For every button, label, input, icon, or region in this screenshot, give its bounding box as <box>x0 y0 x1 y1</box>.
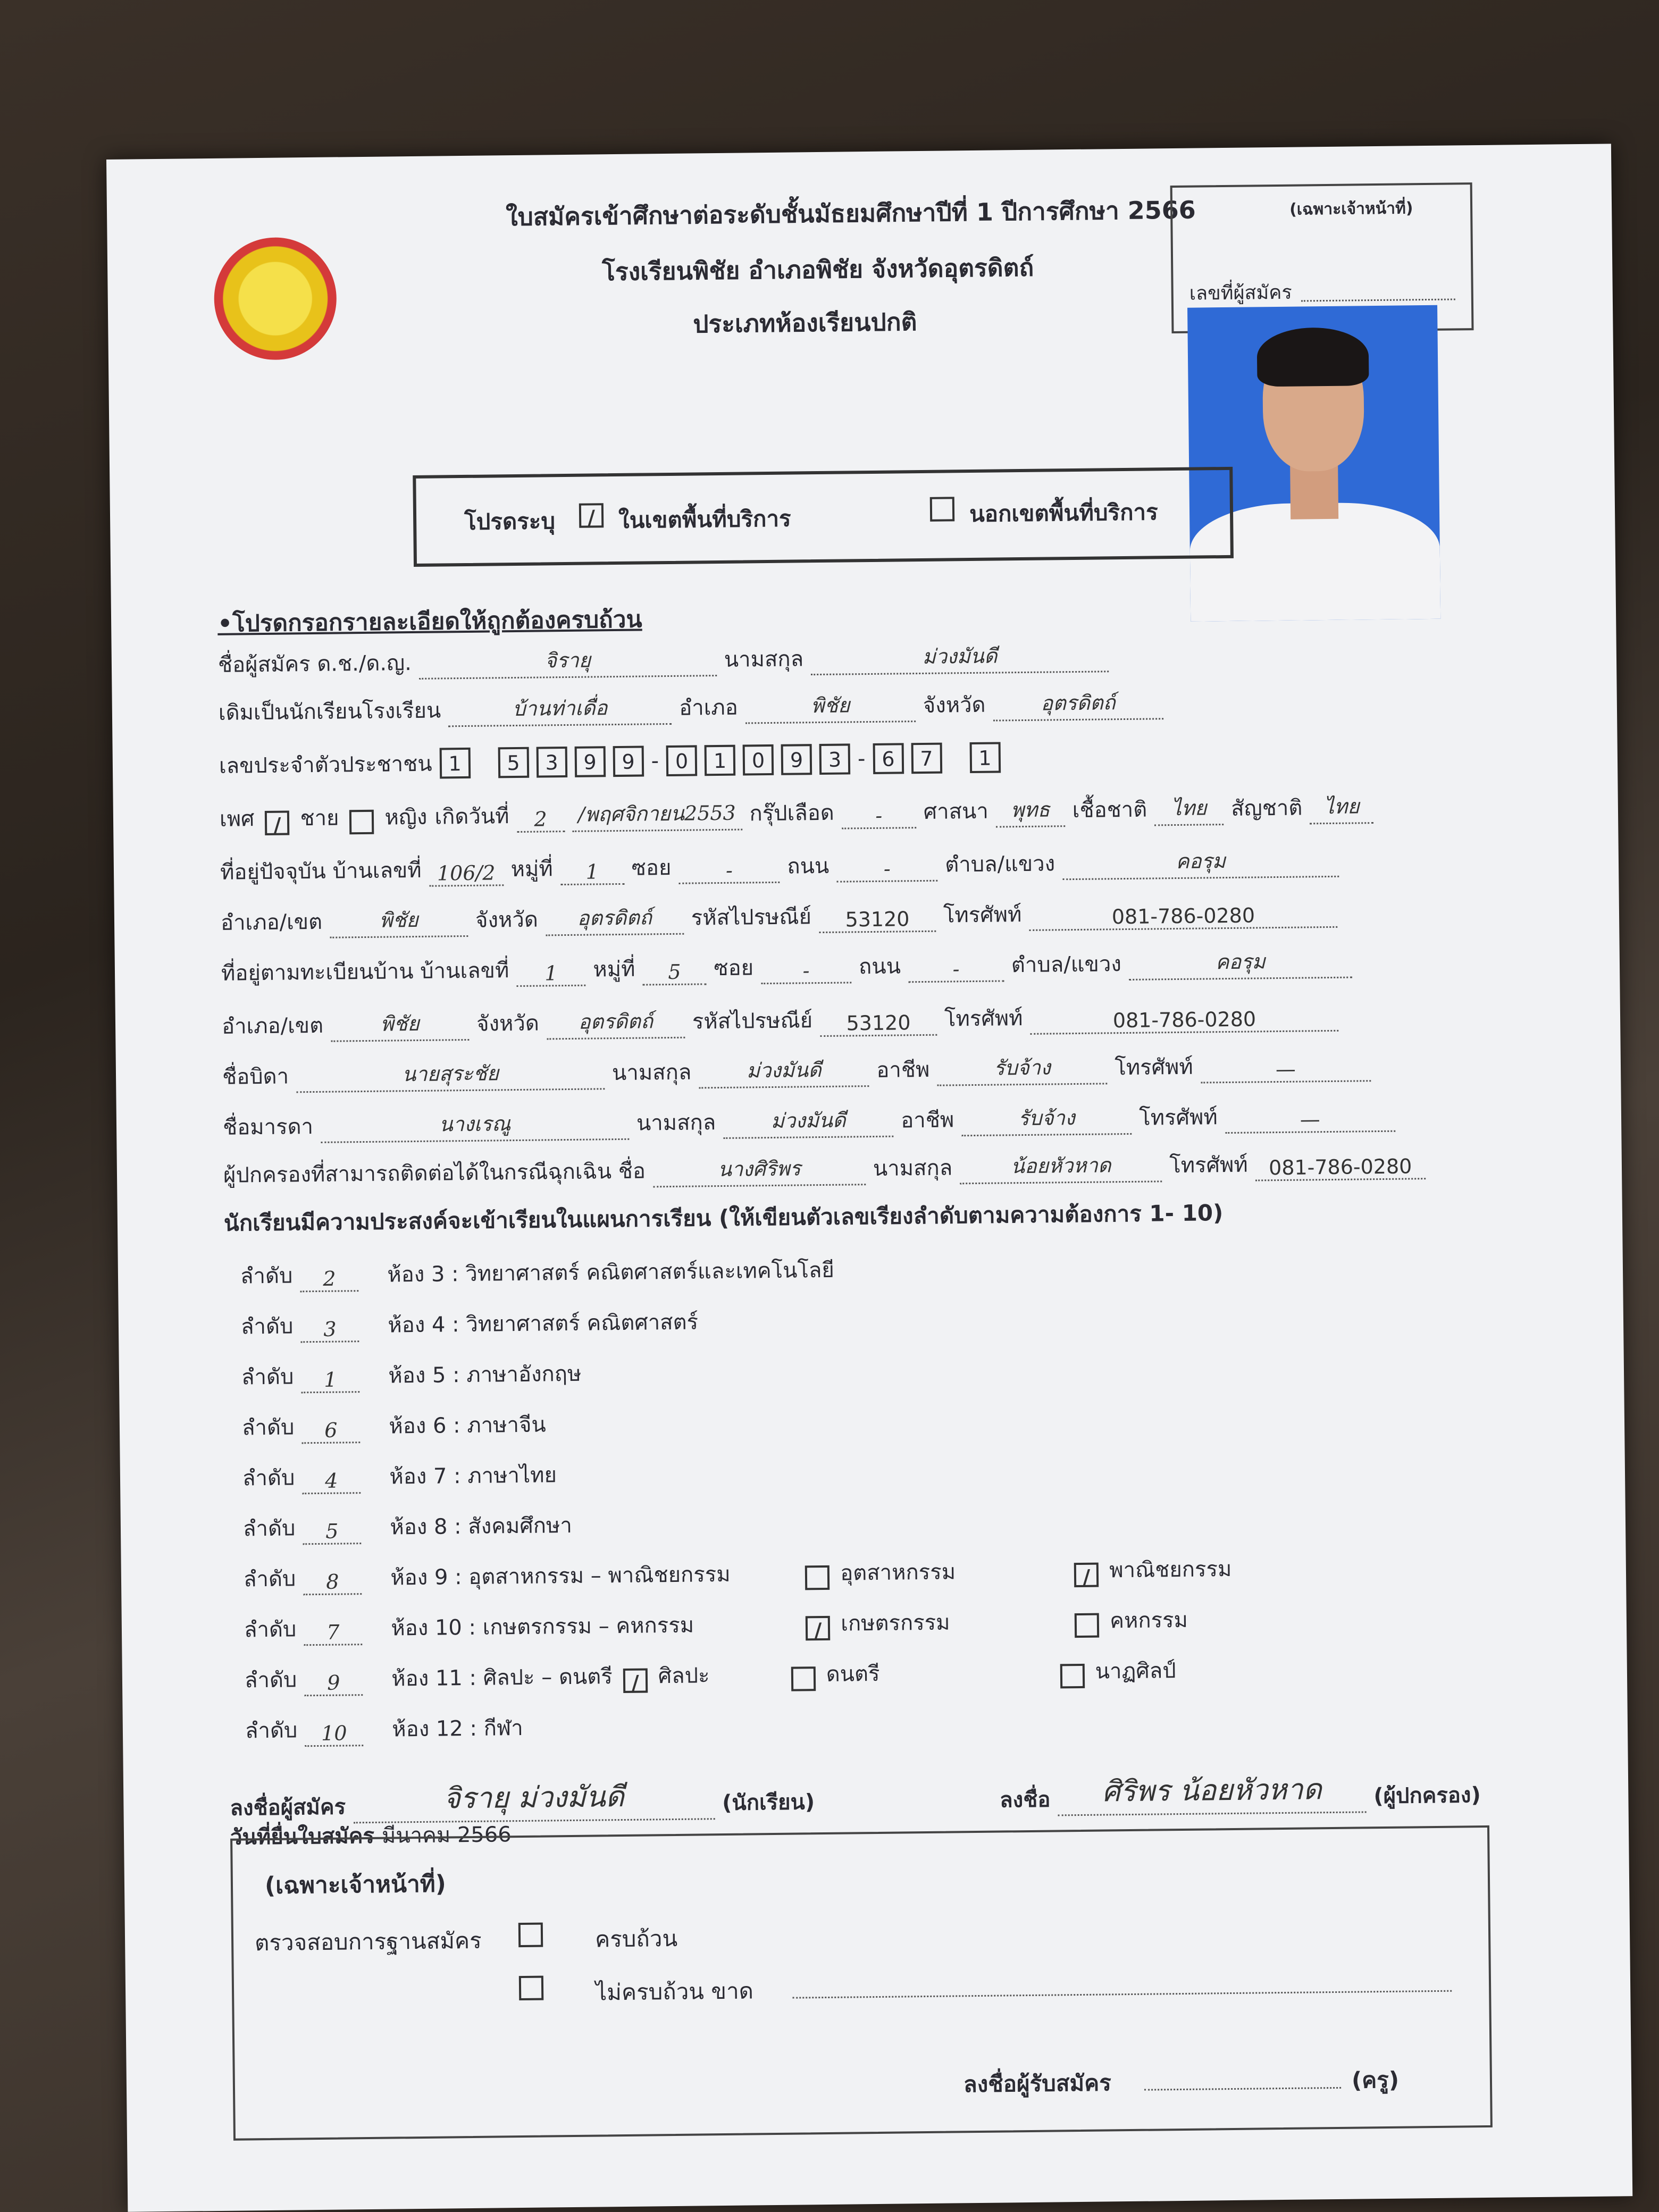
postal-label: รหัสไปรษณีย์ <box>691 904 812 931</box>
order-label: ลำดับ <box>242 1516 296 1541</box>
religion-label: ศาสนา <box>923 799 989 824</box>
guardian-row <box>223 1145 1426 1192</box>
registered-address-label: ที่อยู่ตามทะเบียนบ้าน บ้านเลขที่ <box>221 958 509 986</box>
sex-label: เพศ <box>219 807 255 832</box>
applicant-no-label: เลขที่ผู้สมัคร <box>1189 281 1292 305</box>
reg-district-field[interactable]: พิชัย <box>331 1007 470 1042</box>
male-label: ชาย <box>300 806 339 831</box>
reg-district-label: อำเภอ/เขต <box>221 1013 324 1039</box>
incomplete-label: ไม่ครบถ้วน ขาด <box>595 1978 754 2006</box>
office-section <box>230 1825 1493 2141</box>
current-address-row <box>220 843 1339 889</box>
id-digit-box[interactable]: 3 <box>819 743 851 775</box>
rank-field[interactable]: 9 <box>304 1671 363 1696</box>
father-job-field[interactable]: รับจ้าง <box>937 1050 1108 1086</box>
office-section-title: (เฉพาะเจ้าหน้าที่) <box>264 1870 447 1900</box>
blood-field[interactable]: - <box>842 803 916 829</box>
reg-moo-label: หมู่ที่ <box>593 957 635 982</box>
home-economics-label: คหกรรม <box>1109 1607 1188 1633</box>
mother-surname-field[interactable]: ม่วงมันดี <box>723 1103 894 1139</box>
form-title: ใบสมัครเข้าศึกษาต่อระดับชั้นมัธยมศึกษาปีที่ 1 ปีการศึกษา 2566 <box>505 195 1196 232</box>
missing-items-field[interactable] <box>792 1969 1452 1999</box>
mother-job-field[interactable]: รับจ้าง <box>961 1101 1132 1136</box>
reg-province-label: จังหวัด <box>476 1011 540 1036</box>
room-label: ห้อง 7 : ภาษาไทย <box>389 1463 557 1489</box>
mother-phone-label: โทรศัพท์ <box>1138 1105 1218 1130</box>
father-phone-label: โทรศัพท์ <box>1115 1054 1194 1080</box>
birth-label: เกิดวันที่ <box>434 804 509 830</box>
guardian-sign-label: ลงชื่อ <box>999 1787 1051 1813</box>
guardian-phone-label: โทรศัพท์ <box>1169 1152 1248 1178</box>
surname-label: นามสกุล <box>724 647 804 672</box>
applicant-photo <box>1187 305 1440 622</box>
plan-row <box>244 1603 1188 1647</box>
rank-field[interactable]: 7 <box>304 1620 362 1646</box>
reg-subdistrict-label: ตำบล/แขวง <box>1011 952 1122 978</box>
soi-label: ซอย <box>631 855 672 881</box>
industry-checkbox[interactable] <box>805 1565 830 1590</box>
reg-subdistrict-field[interactable]: คอรุม <box>1128 944 1352 981</box>
citizen-id-row: เลขประจำตัวประชาชน 1 5 3 9 9 - 0 1 0 9 3 - 6 7 1 <box>219 740 1001 782</box>
receiver-role: (ครู) <box>1351 2066 1400 2093</box>
rank-field[interactable]: 3 <box>300 1317 359 1343</box>
district-field[interactable]: พิชัย <box>330 903 468 939</box>
father-job-label: อาชีพ <box>876 1057 930 1083</box>
industry-label: อุตสาหกรรม <box>840 1560 956 1586</box>
blood-label: กรุ๊ปเลือด <box>749 800 834 826</box>
room-label: ห้อง 5 : ภาษาอังกฤษ <box>388 1361 582 1388</box>
reg-moo-field[interactable]: 5 <box>642 960 706 985</box>
province-field[interactable]: อุตรดิตถ์ <box>545 901 684 936</box>
reg-house-no-field[interactable]: 1 <box>516 961 585 987</box>
birth-month-year-field[interactable]: /พฤศจิกายน2553 <box>572 797 742 832</box>
rank-field[interactable]: 6 <box>301 1418 360 1444</box>
reg-soi-label: ซอย <box>714 956 754 981</box>
art-label: ศิลปะ <box>658 1663 710 1689</box>
plan-row <box>241 1304 699 1343</box>
order-label: ลำดับ <box>240 1314 294 1339</box>
mother-label: ชื่อมารดา <box>222 1115 314 1140</box>
house-no-field[interactable]: 106/2 <box>429 861 504 886</box>
order-label: ลำดับ <box>241 1364 294 1390</box>
plan-row <box>241 1356 582 1394</box>
race-label: เชื้อชาติ <box>1072 797 1147 823</box>
province-label: จังหวัด <box>475 907 539 933</box>
nationality-field[interactable]: ไทย <box>1310 790 1374 824</box>
receiver-label: ลงชื่อผู้รับสมัคร <box>963 2069 1112 2098</box>
soi-field[interactable]: - <box>678 858 780 884</box>
reg-postal-field[interactable]: 53120 <box>820 1011 937 1037</box>
father-label: ชื่อบิดา <box>222 1064 289 1090</box>
order-label: ลำดับ <box>242 1465 295 1491</box>
study-plan-heading: นักเรียนมีความประสงค์จะเข้าเรียนในแผนการเรียน (ให้เขียนตัวเลขเรียงลำดับตามความต้องการ 1- 10) <box>223 1200 1224 1236</box>
class-type: ประเภทห้องเรียนปกติ <box>693 307 917 339</box>
incomplete-checkbox[interactable] <box>519 1976 543 2000</box>
zone-prompt: โปรดระบุ <box>464 508 556 535</box>
dance-checkbox[interactable] <box>1060 1664 1085 1688</box>
commerce-checkbox[interactable] <box>1074 1563 1099 1587</box>
id-digit-box[interactable]: 7 <box>911 743 942 774</box>
room-label: ห้อง 6 : ภาษาจีน <box>389 1412 546 1439</box>
citizen-id-label: เลขประจำตัวประชาชน <box>219 751 432 778</box>
agriculture-label: เกษตรกรรม <box>841 1610 950 1636</box>
check-label: ตรวจสอบการฐานสมัคร <box>254 1927 482 1956</box>
prev-district-field[interactable]: พิชัย <box>745 688 916 724</box>
prev-province-field[interactable]: อุตรดิตถ์ <box>993 685 1163 721</box>
reg-road-label: ถนน <box>858 954 901 979</box>
father-row <box>222 1048 1371 1094</box>
room-label: ห้อง 9 : อุตสาหกรรม – พาณิชยกรรม <box>390 1562 731 1590</box>
subdistrict-field[interactable]: คอรุม <box>1062 843 1339 880</box>
outside-zone-checkbox[interactable] <box>930 497 954 521</box>
art-checkbox[interactable] <box>623 1669 648 1693</box>
postal-field[interactable]: 53120 <box>819 907 936 933</box>
inside-zone-label: ในเขตพื้นที่บริการ <box>618 505 791 533</box>
previous-school-row <box>219 685 1163 730</box>
id-digit-box[interactable]: 5 <box>498 747 529 778</box>
female-label: หญิง <box>384 805 428 830</box>
commerce-label: พาณิชยกรรม <box>1109 1556 1232 1583</box>
order-label: ลำดับ <box>245 1718 298 1744</box>
music-checkbox[interactable] <box>791 1666 816 1691</box>
guardian-surname-label: นามสกุล <box>873 1155 953 1182</box>
complete-label: ครบถ้วน <box>594 1925 678 1953</box>
guardian-surname-field[interactable]: น้อยหัวหาด <box>960 1148 1162 1184</box>
rank-field[interactable]: 1 <box>301 1368 359 1393</box>
order-label: ลำดับ <box>243 1566 296 1592</box>
rank-field[interactable]: 8 <box>303 1570 362 1595</box>
rank-field[interactable]: 4 <box>302 1469 361 1494</box>
mother-row <box>223 1098 1395 1144</box>
reg-soi-field[interactable]: - <box>761 958 851 984</box>
id-digit-box[interactable]: 1 <box>969 742 1001 773</box>
outside-zone-label: นอกเขตพื้นที่บริการ <box>969 499 1158 527</box>
id-digit-box[interactable]: 9 <box>613 745 644 777</box>
father-phone-field[interactable]: — <box>1201 1057 1371 1083</box>
plan-row <box>244 1552 1232 1596</box>
reg-road-field[interactable]: - <box>908 957 1004 983</box>
room-label: ห้อง 4 : วิทยาศาสตร์ คณิตศาสตร์ <box>388 1310 699 1338</box>
district-label: อำเภอ/เขต <box>220 909 323 935</box>
reg-postal-label: รหัสไปรษณีย์ <box>692 1008 813 1034</box>
mother-job-label: อาชีพ <box>901 1108 954 1133</box>
order-label: ลำดับ <box>244 1668 297 1693</box>
room-label: ห้อง 10 : เกษตรกรรม – คหกรรม <box>391 1613 694 1641</box>
room-label: ห้อง 11 : ศิลปะ – ดนตรี <box>391 1664 613 1691</box>
music-label: ดนตรี <box>826 1661 880 1687</box>
prev-province-label: จังหวัด <box>923 692 986 718</box>
date-label: วันที่ยื่นใบสมัคร <box>230 1823 375 1850</box>
personal-info-row <box>220 790 1374 836</box>
receiver-signature-field[interactable] <box>1144 2066 1341 2091</box>
service-zone-box <box>413 467 1234 567</box>
plan-row <box>242 1407 546 1444</box>
order-label: ลำดับ <box>244 1617 297 1643</box>
guardian-role: (ผู้ปกครอง) <box>1373 1783 1481 1809</box>
dance-label: นาฏศิลป์ <box>1095 1658 1176 1684</box>
current-district-row <box>221 894 1338 940</box>
home-economics-checkbox[interactable] <box>1075 1613 1099 1638</box>
reg-phone-label: โทรศัพท์ <box>944 1006 1023 1032</box>
id-digit-box[interactable]: 0 <box>743 744 774 776</box>
id-digit-box[interactable]: 0 <box>666 745 698 776</box>
registered-address-row <box>221 944 1352 990</box>
application-form <box>106 144 1632 2211</box>
id-digit-box[interactable]: 1 <box>705 745 736 776</box>
applicant-signature-row <box>230 1764 1481 1825</box>
prev-district-label: อำเภอ <box>678 695 739 720</box>
prev-school-label: เดิมเป็นนักเรียนโรงเรียน <box>218 698 441 725</box>
nationality-label: สัญชาติ <box>1230 795 1303 821</box>
phone-field[interactable]: 081-786-0280 <box>1029 903 1337 931</box>
female-checkbox[interactable] <box>349 810 374 834</box>
moo-label: หมู่ที่ <box>510 857 554 882</box>
plan-row <box>240 1253 835 1293</box>
phone-label: โทรศัพท์ <box>943 902 1022 928</box>
agriculture-checkbox[interactable] <box>806 1616 830 1640</box>
moo-field[interactable]: 1 <box>560 860 624 885</box>
applicant-sign-label: ลงชื่อผู้สมัคร <box>230 1795 346 1821</box>
rank-field[interactable]: 2 <box>300 1267 358 1292</box>
prev-school-field[interactable]: บ้านท่าเดื่อ <box>448 691 672 727</box>
plan-row <box>242 1457 557 1495</box>
rank-field[interactable]: 10 <box>305 1721 363 1747</box>
race-field[interactable]: ไทย <box>1154 791 1224 826</box>
reg-province-field[interactable]: อุตรดิตถ์ <box>547 1004 685 1040</box>
guardian-name-field[interactable]: นางศิริพร <box>653 1151 866 1187</box>
mother-surname-label: นามสกุล <box>636 1110 716 1136</box>
room-label: ห้อง 12 : กีฬา <box>392 1715 523 1742</box>
plan-row <box>245 1653 1176 1697</box>
father-name-field[interactable]: นายสุระชัย <box>296 1055 605 1093</box>
order-label: ลำดับ <box>240 1263 293 1289</box>
id-digit-box[interactable]: 6 <box>873 743 904 774</box>
applicant-role: (นักเรียน) <box>722 1790 815 1816</box>
complete-checkbox[interactable] <box>518 1923 543 1947</box>
subdistrict-label: ตำบล/แขวง <box>945 851 1055 877</box>
id-digit-box[interactable]: 3 <box>536 747 567 778</box>
name-label: ชื่อผู้สมัคร ด.ช./ด.ญ. <box>217 651 412 677</box>
father-surname-field[interactable]: ม่วงมันดี <box>699 1053 869 1088</box>
reg-phone-field[interactable]: 081-786-0280 <box>1030 1007 1338 1035</box>
birth-day-field[interactable]: 2 <box>516 807 564 833</box>
applicant-no-field[interactable] <box>1301 275 1455 301</box>
guardian-signature[interactable]: ศิริพร น้อยหัวหาด <box>1058 1765 1367 1816</box>
school-name: โรงเรียนพิชัย อำเภอพิชัย จังหวัดอุตรดิตถ์ <box>601 253 1034 287</box>
plan-row <box>243 1508 572 1545</box>
surname-field[interactable]: ม่วงมันดี <box>811 638 1109 675</box>
mother-name-field[interactable]: นางเรณู <box>321 1106 630 1143</box>
road-field[interactable]: - <box>836 857 937 883</box>
father-surname-label: นามสกุล <box>611 1060 692 1086</box>
rank-field[interactable]: 5 <box>303 1519 361 1545</box>
order-label: ลำดับ <box>241 1415 295 1440</box>
first-name-field[interactable]: จิรายุ <box>418 642 717 680</box>
applicant-signature[interactable]: จิรายุ ม่วงมันดี <box>353 1772 715 1823</box>
id-digit-box[interactable]: 9 <box>574 746 606 777</box>
guardian-label: ผู้ปกครองที่สามารถติดต่อได้ในกรณีฉุกเฉิน ชื่อ <box>223 1159 646 1188</box>
registered-district-row <box>222 998 1339 1043</box>
plan-row <box>245 1711 523 1747</box>
school-seal-logo <box>214 237 337 360</box>
date-field[interactable]: มีนาคม 2566 <box>381 1822 512 1848</box>
male-checkbox[interactable] <box>265 810 289 835</box>
inside-zone-checkbox[interactable] <box>579 503 604 527</box>
office-use-label: (เฉพาะเจ้าหน้าที่) <box>1289 199 1413 219</box>
applicant-name-row <box>218 638 1109 682</box>
current-address-label: ที่อยู่ปัจจุบัน บ้านเลขที่ <box>220 858 422 885</box>
mother-phone-field[interactable]: — <box>1225 1107 1395 1134</box>
instruction: •โปรดกรอกรายละเอียดให้ถูกต้องครบถ้วน <box>217 606 642 638</box>
religion-field[interactable]: พุทธ <box>995 793 1065 827</box>
id-digit-box[interactable]: 1 <box>439 748 471 779</box>
guardian-phone-field[interactable]: 081-786-0280 <box>1255 1154 1426 1181</box>
room-label: ห้อง 8 : สังคมศึกษา <box>390 1513 573 1540</box>
id-digit-box[interactable]: 9 <box>781 744 812 775</box>
room-label: ห้อง 3 : วิทยาศาสตร์ คณิตศาสตร์และเทคโนโลยี <box>387 1258 835 1287</box>
road-label: ถนน <box>787 853 830 879</box>
